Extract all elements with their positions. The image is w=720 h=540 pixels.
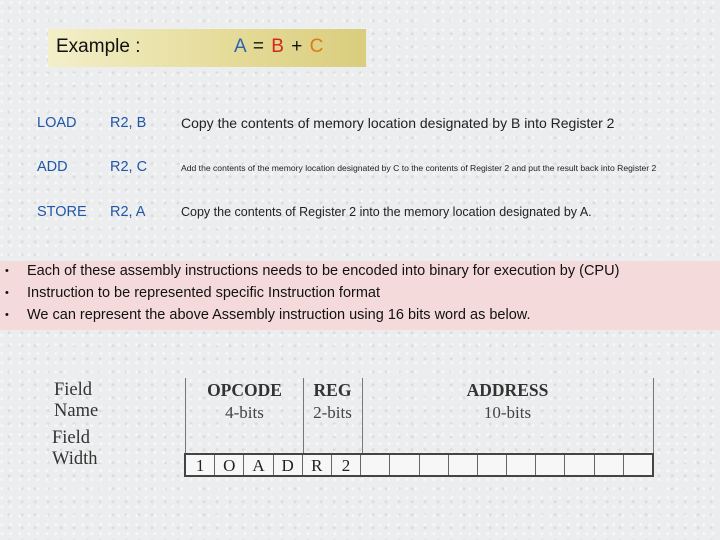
bit-cell (449, 455, 478, 475)
bit-cell (420, 455, 449, 475)
instruction-row-load (0, 115, 720, 137)
bit-cell (624, 455, 652, 475)
reg-header: REG (313, 380, 352, 400)
bit-cell (595, 455, 624, 475)
equation (234, 36, 324, 58)
instruction-args: R2, C (110, 159, 148, 175)
instruction-desc: Copy the contents of memory location designated by B into Register 2 (181, 115, 615, 131)
equation-a: A (234, 36, 247, 57)
instruction-op: LOAD (37, 115, 77, 131)
instruction-row-store (0, 204, 720, 226)
bit-cell: D (274, 455, 303, 475)
bullet-item (5, 285, 380, 301)
bit-cell (390, 455, 419, 475)
instruction-op: STORE (37, 204, 87, 220)
opcode-header: OPCODE (207, 380, 282, 400)
bullet-text: Instruction to be represented specific Instruction format (27, 285, 381, 301)
example-title-bar (48, 29, 366, 67)
bullet-item (5, 263, 619, 279)
equation-equals: = (246, 36, 272, 57)
equation-plus: + (284, 36, 310, 57)
bullet-text: We can represent the above Assembly instruction using 16 bits word as below. (27, 307, 531, 323)
bit-cell (507, 455, 536, 475)
bit-cell (361, 455, 390, 475)
bit-cell (565, 455, 594, 475)
bullet-dot-icon: • (5, 309, 9, 321)
bullet-list (0, 261, 720, 330)
bit-cell: R (303, 455, 332, 475)
instruction-desc: Add the contents of the memory location designated by C to the contents of Register 2 and put the result back into Register 2 (181, 163, 657, 173)
instruction-row-add (0, 159, 720, 181)
bullet-dot-icon: • (5, 265, 9, 277)
bit-cell (536, 455, 565, 475)
divider (653, 378, 654, 454)
bullet-dot-icon: • (5, 287, 9, 299)
bit-cell: A (244, 455, 273, 475)
address-header: ADDRESS (466, 380, 549, 400)
example-label: Example : (56, 36, 141, 57)
equation-c: C (309, 36, 325, 57)
bit-cell: 2 (332, 455, 361, 475)
bit-cell (478, 455, 507, 475)
instruction-desc: Copy the contents of Register 2 into the memory location designated by A. (181, 205, 592, 219)
bit-cell: O (215, 455, 244, 475)
reg-width: 2-bits (313, 403, 352, 422)
field-name-label: Field Name (54, 380, 99, 421)
instruction-args: R2, B (110, 115, 147, 131)
bullet-text: Each of these assembly instructions needs to be encoded into binary for execution by (CPU) (27, 263, 620, 279)
field-width-label: Field Width (52, 428, 98, 469)
equation-b: B (271, 36, 285, 57)
address-width: 10-bits (483, 403, 532, 422)
instruction-op: ADD (37, 159, 68, 175)
bit-cell: 1 (186, 455, 215, 475)
bullet-item (5, 307, 530, 323)
bit-cells-row (184, 453, 654, 477)
opcode-width: 4-bits (225, 403, 264, 422)
instruction-args: R2, A (110, 204, 146, 220)
